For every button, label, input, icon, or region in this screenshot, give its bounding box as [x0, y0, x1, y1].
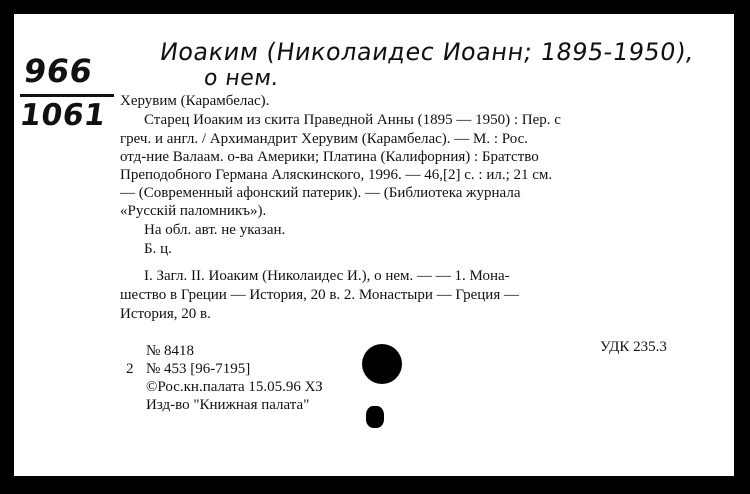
call-number-divider	[20, 94, 114, 97]
author-heading: Херувим (Карамбелас).	[120, 93, 270, 109]
registration-number: № 453 [96-7195]	[146, 361, 251, 377]
note-cover: На обл. авт. не указан.	[144, 222, 286, 238]
body-line: греч. и англ. / Архимандрит Херувим (Карамбелас). — М. : Рос.	[120, 131, 529, 147]
hole-punch	[362, 344, 402, 384]
body-line: «Русскій паломникъ»).	[120, 203, 267, 219]
body-line: Старец Иоаким из скита Праведной Анны (1895 — 1950) : Пер. с	[144, 112, 561, 128]
card-number: № 8418	[146, 343, 195, 359]
copies-count: 2	[126, 361, 134, 377]
catalog-card	[14, 14, 734, 476]
book-chamber-stamp: ©Рос.кн.палата 15.05.96 ХЗ	[146, 379, 323, 395]
body-line: — (Современный афонский патерик). — (Библиотека журнала	[120, 185, 521, 201]
call-number-top: 966	[21, 52, 95, 90]
body-line: отд-ние Валаам. о-ва Америки; Платина (Калифорния) : Братство	[120, 149, 539, 165]
call-number-bottom: 1061	[17, 98, 108, 133]
body-line: Преподобного Германа Аляскинского, 1996. — 46,[2] с. : ил.; 21 см.	[120, 167, 553, 183]
ink-blot	[366, 406, 384, 428]
handwritten-header-line2: о нем.	[202, 66, 281, 91]
subject-line: шество в Греции — История, 20 в. 2. Монастыри — Греция —	[120, 287, 519, 303]
subject-line: История, 20 в.	[120, 306, 211, 322]
handwritten-header-line1: Иоаким (Николаидес Иоанн; 1895-1950),	[158, 38, 696, 66]
note-price: Б. ц.	[144, 241, 172, 257]
subject-line: I. Загл. II. Иоаким (Николаидес И.), о нем. — — 1. Мона-	[144, 268, 510, 284]
udk-code: УДК 235.3	[600, 339, 667, 355]
publisher-line: Изд-во "Книжная палата"	[146, 397, 310, 413]
